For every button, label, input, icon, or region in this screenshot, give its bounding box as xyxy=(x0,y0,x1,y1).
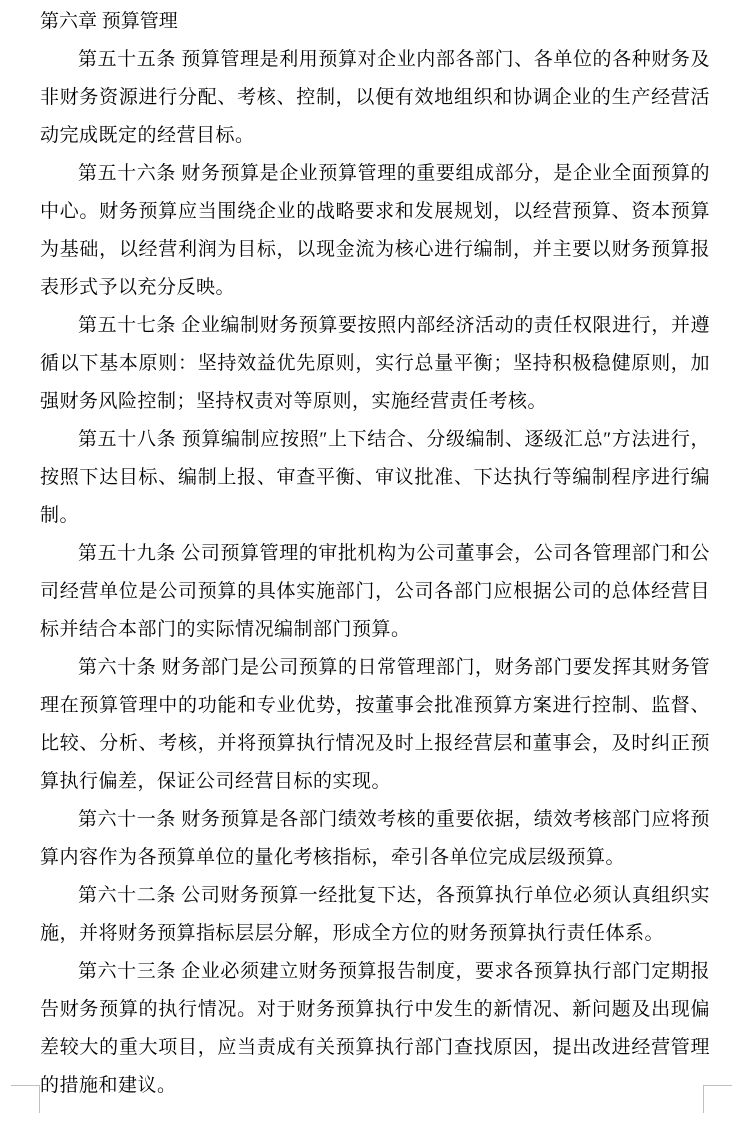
article-62-paragraph: 第六十二条 公司财务预算一经批复下达，各预算执行单位必须认真组织实施，并将财务预算指标层层分解，形成全方位的财务预算执行责任体系。 xyxy=(40,885,710,944)
bottom-right-margin-mark xyxy=(703,1085,732,1113)
article-61-paragraph: 第六十一条 财务预算是各部门绩效考核的重要依据，绩效考核部门应将预算内容作为各预算单位的量化考核指标，牵引各单位完成层级预算。 xyxy=(40,809,710,868)
article-57-paragraph: 第五十七条 企业编制财务预算要按照内部经济活动的责任权限进行，并遵循以下基本原则：坚持效益优先原则，实行总量平衡；坚持积极稳健原则，加强财务风险控制；坚持权责对等原则，实施经营责任考核。 xyxy=(40,315,710,412)
article-55-paragraph: 第五十五条 预算管理是利用预算对企业内部各部门、各单位的各种财务及非财务资源进行分配、考核、控制，以便有效地组织和协调企业的生产经营活动完成既定的经营目标。 xyxy=(40,49,710,146)
article-63-paragraph: 第六十三条 企业必须建立财务预算报告制度，要求各预算执行部门定期报告财务预算的执行情况。对于财务预算执行中发生的新情况、新问题及出现偏差较大的重大项目，应当责成有关预算执行部门查找原因，提出改进经营管理的措施和建议。 xyxy=(40,961,710,1096)
article-56-paragraph: 第五十六条 财务预算是企业预算管理的重要组成部分，是企业全面预算的中心。财务预算应当围绕企业的战略要求和发展规划，以经营预算、资本预算为基础，以经营利润为目标，以现金流为核心进行编制，并主要以财务预算报表形式予以充分反映。 xyxy=(40,163,710,298)
article-59-paragraph: 第五十九条 公司预算管理的审批机构为公司董事会，公司各管理部门和公司经营单位是公司预算的具体实施部门，公司各部门应根据公司的总体经营目标并结合本部门的实际情况编制部门预算。 xyxy=(40,543,710,640)
article-60-paragraph: 第六十条 财务部门是公司预算的日常管理部门，财务部门要发挥其财务管理在预算管理中的功能和专业优势，按董事会批准预算方案进行控制、监督、比较、分析、考核，并将预算执行情况及时上报经营层和董事会，及时纠正预算执行偏差，保证公司经营目标的实现。 xyxy=(40,657,710,792)
bottom-left-margin-mark xyxy=(11,1085,40,1113)
article-58-paragraph: 第五十八条 预算编制应按照″上下结合、分级编制、逐级汇总″方法进行，按照下达目标、编制上报、审查平衡、审议批准、下达执行等编制程序进行编制。 xyxy=(40,429,710,526)
chapter-heading: 第六章 预算管理 xyxy=(40,11,178,32)
